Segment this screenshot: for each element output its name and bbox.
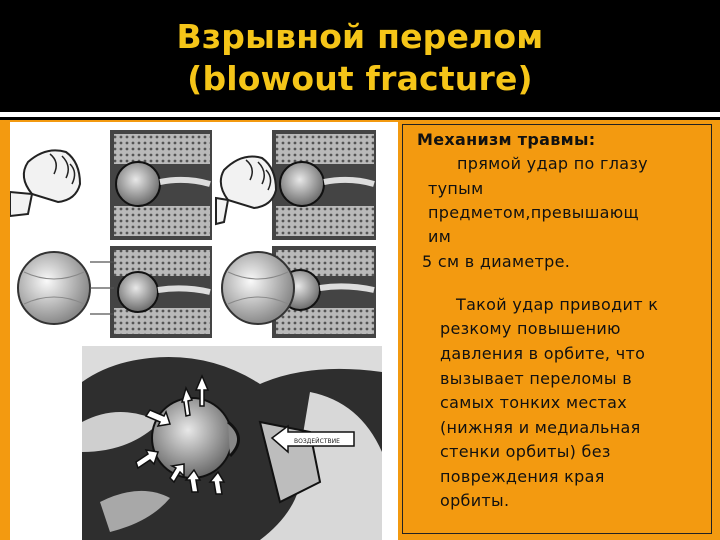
p1-line-1: прямой удар по глазу (457, 154, 648, 173)
eye-icon (116, 162, 160, 206)
mechanism-heading: Механизм травмы: (417, 130, 596, 149)
title-line-2: (blowout fracture) (187, 59, 533, 98)
eye-panel-ball-1 (18, 246, 212, 338)
fracture-illustration (10, 122, 398, 540)
ball-icon (18, 252, 90, 324)
p1-line-5: 5 см в диаметре. (422, 252, 571, 271)
p1-line-4: им (428, 227, 452, 246)
title-line-1: Взрывной перелом (176, 17, 544, 56)
p2-line-5: самых тонких местах (440, 393, 628, 412)
p2-line-9: орбиты. (440, 491, 510, 510)
p2-line-6: (нижняя и медиальная (440, 418, 641, 437)
eye-panel-ball-2 (222, 246, 376, 338)
eye-panel-fist-1 (10, 130, 212, 240)
orbit-cross-section (82, 346, 382, 540)
impact-label: ВОЗДЕЙСТВИЕ (294, 438, 340, 445)
p2-line-4: вызывает переломы в (440, 369, 632, 388)
p2-line-7: стенки орбиты) без (440, 442, 611, 461)
eye-panel-fist-2 (216, 130, 376, 240)
p1-line-3: предметом,превышающ (428, 203, 639, 222)
p2-line-1: Такой удар приводит к (456, 295, 659, 314)
title-divider (0, 112, 720, 117)
p2-line-2: резкому повышению (440, 319, 621, 338)
p2-line-8: повреждения края (440, 467, 605, 486)
p2-line-3: давления в орбите, что (440, 344, 646, 363)
slide-title (0, 16, 720, 100)
p1-line-2: тупым (428, 179, 484, 198)
